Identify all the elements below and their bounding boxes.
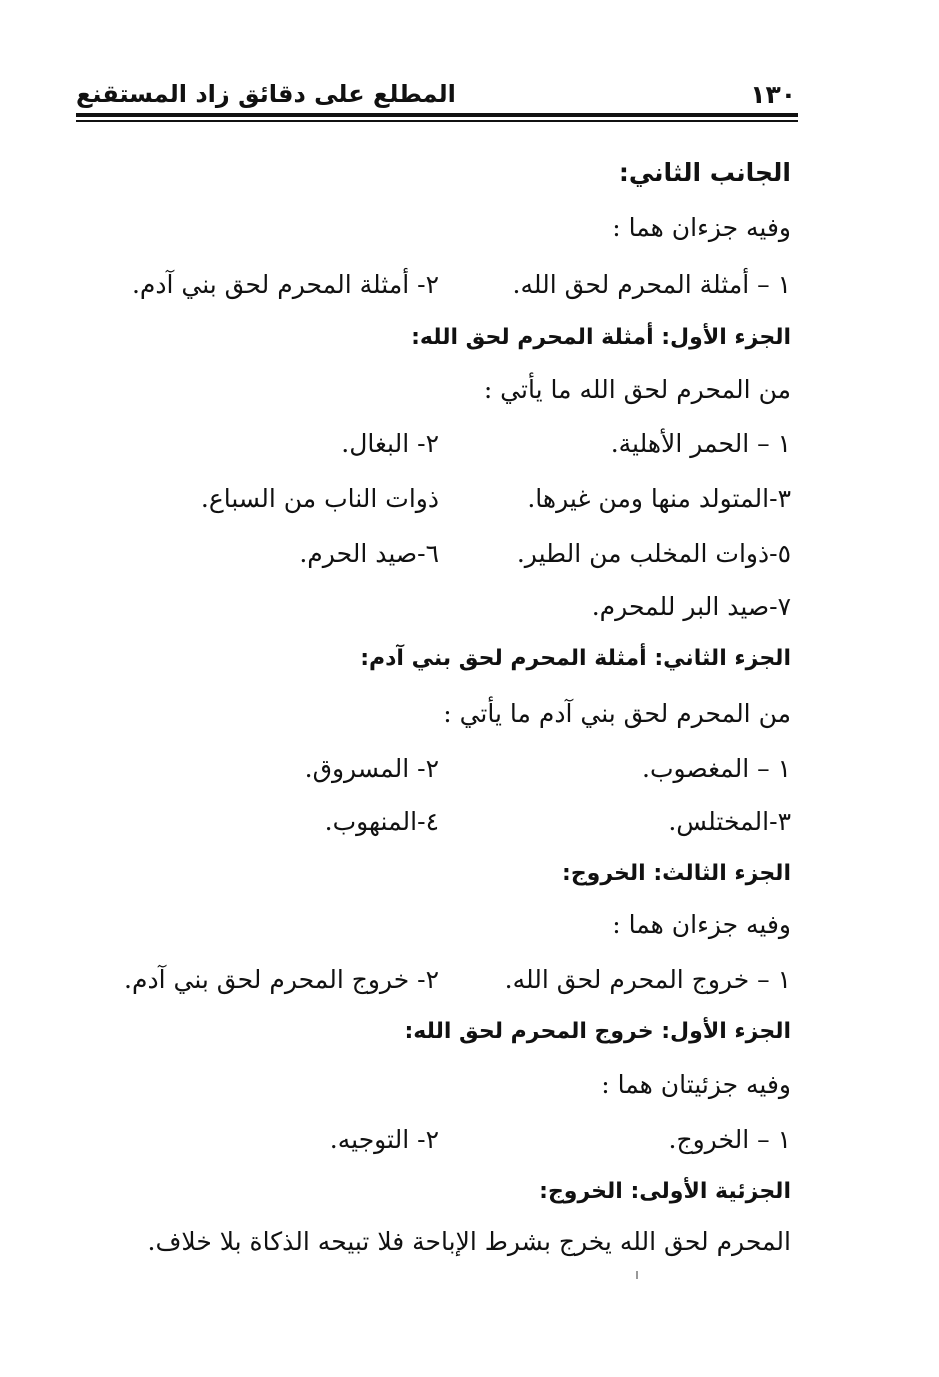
section-heading: الجانب الثاني:	[618, 158, 791, 187]
list-item: ٣-المتولد منها ومن غيرها.	[527, 484, 791, 513]
list-item: ٤-المنهوب.	[324, 807, 439, 836]
list-item: ٣-المختلس.	[668, 807, 791, 836]
header-rule-thick	[76, 113, 798, 117]
subsection-heading: الجزء الأول: خروج المحرم لحق الله:	[404, 1019, 791, 1044]
subsection-heading: الجزئية الأولى: الخروج:	[539, 1179, 791, 1204]
paragraph-line: وفيه جزءان هما :	[612, 910, 791, 939]
running-title: المطلع على دقائق زاد المستقنع	[76, 80, 456, 108]
list-item: ١ – خروج المحرم لحق الله.	[504, 965, 791, 994]
list-item: ٢- التوجيه.	[329, 1125, 439, 1154]
list-item: ٧-صيد البر للمحرم.	[591, 592, 791, 621]
list-item: ١ – الخروج.	[668, 1125, 791, 1154]
scan-mark	[636, 1271, 638, 1279]
paragraph-line: من المحرم لحق الله ما يأتي :	[483, 375, 791, 404]
list-item: ١ – أمثلة المحرم لحق الله.	[512, 270, 791, 299]
page-number: ١٣٠	[750, 80, 796, 109]
list-item: ٢- خروج المحرم لحق بني آدم.	[124, 965, 439, 994]
paragraph-line: المحرم لحق الله يخرج بشرط الإباحة فلا تبيحه الذكاة بلا خلاف.	[147, 1227, 791, 1256]
list-item: ٥-ذوات المخلب من الطير.	[516, 539, 791, 568]
list-item: ٦-صيد الحرم.	[299, 539, 439, 568]
subsection-heading: الجزء الثاني: أمثلة المحرم لحق بني آدم:	[360, 646, 791, 671]
paragraph-line: وفيه جزءان هما :	[612, 213, 791, 242]
list-item: ٢- أمثلة المحرم لحق بني آدم.	[131, 270, 439, 299]
paragraph-line: من المحرم لحق بني آدم ما يأتي :	[443, 699, 791, 728]
list-item: ذوات الناب من السباع.	[200, 484, 439, 513]
list-item: ١ – الحمر الأهلية.	[610, 429, 791, 458]
subsection-heading: الجزء الأول: أمثلة المحرم لحق الله:	[411, 325, 791, 350]
list-item: ٢- المسروق.	[304, 754, 439, 783]
list-item: ١ – المغصوب.	[642, 754, 791, 783]
header-rule-thin	[76, 120, 798, 122]
page-header	[76, 74, 796, 114]
list-item: ٢- البغال.	[341, 429, 439, 458]
subsection-heading: الجزء الثالث: الخروج:	[562, 861, 791, 886]
paragraph-line: وفيه جزئيتان هما :	[601, 1070, 791, 1099]
